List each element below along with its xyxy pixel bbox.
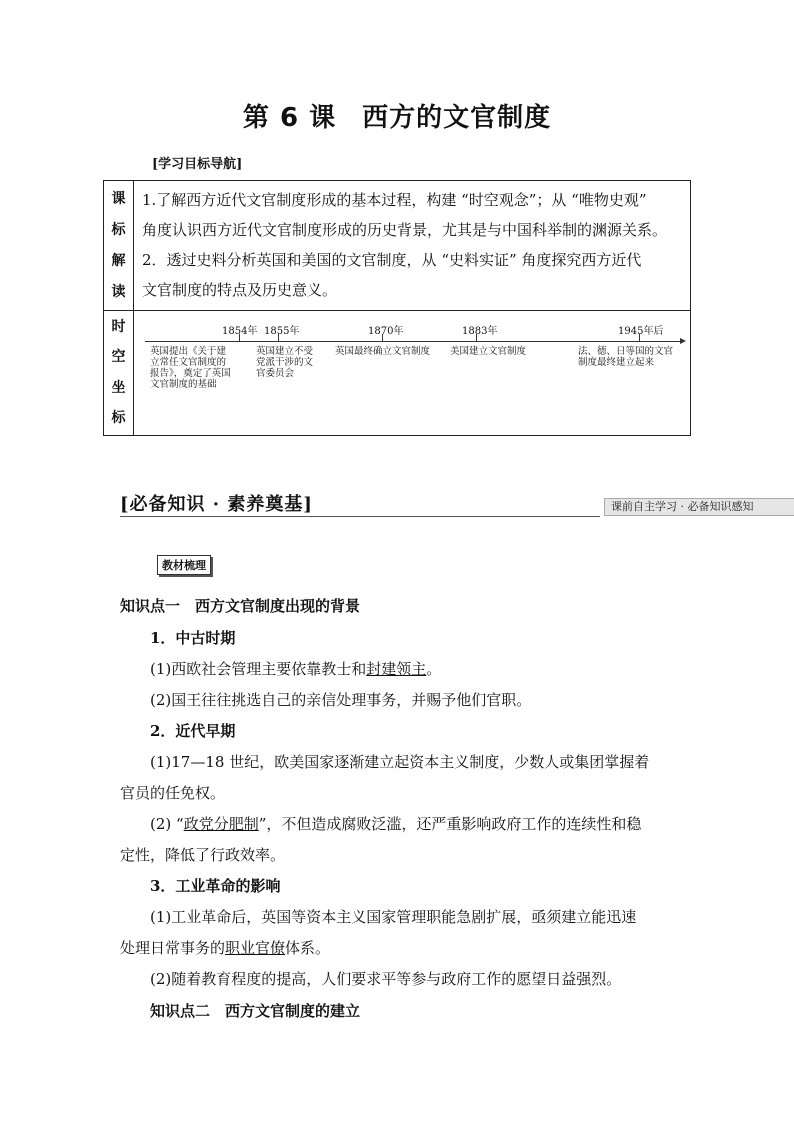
objectives-heading: [学习目标导航] — [152, 157, 243, 172]
timeline-year: 1883年 — [462, 326, 498, 337]
timeline-desc: 英国最终确立文官制度 — [335, 346, 431, 357]
timeline-label — [104, 310, 134, 435]
timeline-year: 1855年 — [264, 326, 300, 337]
paragraph: (1)17—18 世纪，欧美国家逐渐建立起资本主义制度，少数人或集团掌握着 — [150, 753, 650, 771]
page-title — [0, 97, 794, 134]
timeline-row — [104, 310, 690, 435]
heading-medieval: 1．中古时期 — [150, 629, 236, 647]
timeline-desc: 英国建立不受 党派干涉的文 官委员会 — [256, 346, 314, 379]
section-divider — [120, 516, 600, 517]
textbook-summary-tag: 教材梳理 — [157, 555, 211, 575]
objective-line: 2．透过史料分析英国和美国的文官制度，从 “史料实证” 角度探究西方近代 — [142, 251, 642, 269]
section-tag: 课前自主学习 · 必备知识感知 — [604, 498, 794, 516]
paragraph: 定性，降低了行政效率。 — [120, 846, 286, 864]
heading-industrial: 3．工业革命的影响 — [150, 877, 281, 895]
curriculum-text — [142, 185, 684, 305]
objective-line: 角度认识西方近代文官制度形成的历史背景，尤其是与中国科举制的渊源关系。 — [142, 221, 668, 239]
timeline-year: 1870年 — [368, 326, 404, 337]
label-char: 标 — [111, 221, 126, 238]
paragraph: (1)工业革命后，英国等资本主义国家管理职能急剧扩展，亟须建立能迅速 — [150, 908, 637, 926]
timeline-desc: 美国建立文官制度 — [450, 346, 527, 357]
label-char: 坐 — [111, 379, 126, 396]
paragraph: (2)随着教育程度的提高，人们要求平等参与政府工作的愿望日益强烈。 — [150, 970, 622, 988]
paragraph: (1)西欧社会管理主要依靠教士和封建领主。 — [150, 660, 442, 678]
kp2-title: 知识点二 西方文官制度的建立 — [150, 1002, 361, 1020]
paragraph: 官员的任免权。 — [120, 784, 226, 802]
label-char: 时 — [111, 319, 126, 336]
paragraph: (2) “政党分肥制”，不但造成腐败泛滥，还严重影响政府工作的连续性和稳 — [150, 815, 642, 833]
curriculum-row — [104, 181, 690, 311]
timeline-desc: 英国提出《关于建 立常任文官制度的 报告》，奠定了英国 文官制度的基础 — [150, 346, 231, 390]
label-char: 读 — [111, 284, 126, 301]
paragraph: 处理日常事务的职业官僚体系。 — [120, 939, 331, 957]
lesson-title: 西方的文官制度 — [362, 103, 552, 133]
label-char: 解 — [111, 253, 126, 270]
label-char: 课 — [111, 190, 126, 207]
lesson-number: 第 6 课 — [242, 103, 337, 133]
paragraph: (2)国王往往挑选自己的亲信处理事务，并赐予他们官职。 — [150, 691, 532, 709]
timeline-axis — [145, 341, 684, 342]
objective-line: 文官制度的特点及历史意义。 — [142, 281, 338, 299]
heading-early-modern: 2．近代早期 — [150, 722, 236, 740]
label-char: 标 — [111, 409, 126, 426]
objectives-table — [103, 180, 691, 436]
section-heading: [必备知识 · 素养奠基] — [120, 494, 313, 515]
timeline-year: 1945年后 — [618, 326, 664, 337]
label-char: 空 — [111, 349, 126, 366]
timeline-year: 1854年 — [222, 326, 258, 337]
kp1-title: 知识点一 西方文官制度出现的背景 — [120, 597, 361, 615]
timeline — [142, 310, 686, 435]
curriculum-label — [104, 181, 134, 310]
objective-line: 1.了解西方近代文官制度形成的基本过程，构建 “时空观念”；从 “唯物史观” — [142, 191, 647, 209]
timeline-desc: 法、德、日等国的文官 制度最终建立起来 — [578, 346, 674, 368]
